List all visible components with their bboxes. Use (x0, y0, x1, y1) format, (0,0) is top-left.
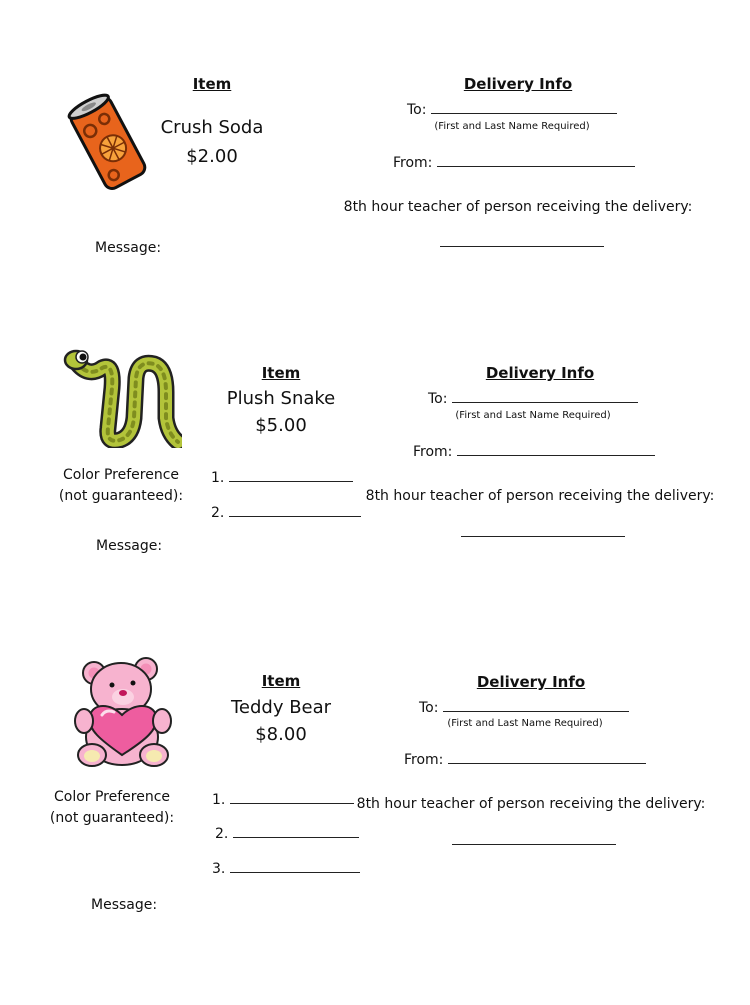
to-line[interactable] (443, 710, 629, 712)
to-label: To: (407, 102, 427, 118)
option-line[interactable] (230, 871, 360, 873)
color-preference-label: Color Preference (62, 467, 180, 483)
teacher-line[interactable] (452, 844, 616, 845)
teacher-label: 8th hour teacher of person receiving the delivery: (343, 199, 693, 215)
color-option-3[interactable] (212, 861, 360, 877)
to-label: To: (428, 391, 448, 407)
option-line[interactable] (230, 802, 354, 804)
from-field[interactable] (404, 752, 646, 768)
to-line[interactable] (452, 401, 638, 403)
option-number: 2. (211, 505, 225, 521)
item-price: $5.00 (255, 415, 307, 436)
delivery-info-heading: Delivery Info (463, 75, 573, 93)
option-line[interactable] (229, 480, 353, 482)
to-field[interactable] (407, 102, 617, 118)
teacher-label: 8th hour teacher of person receiving the delivery: (365, 488, 715, 504)
option-line[interactable] (229, 515, 361, 517)
item-name: Teddy Bear (230, 697, 332, 718)
item-name: Crush Soda (160, 117, 264, 138)
teacher-line[interactable] (461, 536, 625, 537)
item-heading: Item (261, 364, 301, 382)
color-option-2[interactable] (215, 826, 359, 842)
option-line[interactable] (233, 836, 359, 838)
to-field[interactable] (419, 700, 629, 716)
from-line[interactable] (457, 454, 655, 456)
color-preference-label: Color Preference (53, 789, 171, 805)
to-note: (First and Last Name Required) (434, 121, 590, 132)
to-note: (First and Last Name Required) (447, 718, 603, 729)
from-label: From: (404, 752, 444, 768)
item-name: Plush Snake (226, 388, 336, 409)
teacher-line[interactable] (440, 246, 604, 247)
item-heading: Item (192, 75, 232, 93)
teacher-label: 8th hour teacher of person receiving the delivery: (356, 796, 706, 812)
message-label: Message: (96, 538, 163, 554)
color-option-1[interactable] (211, 470, 353, 486)
from-line[interactable] (448, 762, 646, 764)
from-label: From: (413, 444, 453, 460)
option-number: 3. (212, 861, 226, 877)
color-option-1[interactable] (212, 792, 354, 808)
orange-soda-can-icon (58, 88, 158, 198)
to-line[interactable] (431, 112, 617, 114)
to-label: To: (419, 700, 439, 716)
delivery-info-heading: Delivery Info (485, 364, 595, 382)
from-label: From: (393, 155, 433, 171)
pink-teddy-bear-icon (72, 655, 176, 773)
green-snake-icon (62, 348, 182, 448)
to-note: (First and Last Name Required) (455, 410, 611, 421)
to-field[interactable] (428, 391, 638, 407)
from-field[interactable] (393, 155, 635, 171)
option-number: 1. (211, 470, 225, 486)
option-number: 2. (215, 826, 229, 842)
message-label: Message: (91, 897, 158, 913)
message-label: Message: (95, 240, 162, 256)
item-price: $8.00 (255, 724, 307, 745)
color-option-2[interactable] (211, 505, 361, 521)
delivery-info-heading: Delivery Info (476, 673, 586, 691)
not-guaranteed-note: (not guaranteed): (49, 810, 175, 826)
not-guaranteed-note: (not guaranteed): (58, 488, 184, 504)
item-heading: Item (261, 672, 301, 690)
from-field[interactable] (413, 444, 655, 460)
item-price: $2.00 (186, 146, 238, 167)
from-line[interactable] (437, 165, 635, 167)
option-number: 1. (212, 792, 226, 808)
